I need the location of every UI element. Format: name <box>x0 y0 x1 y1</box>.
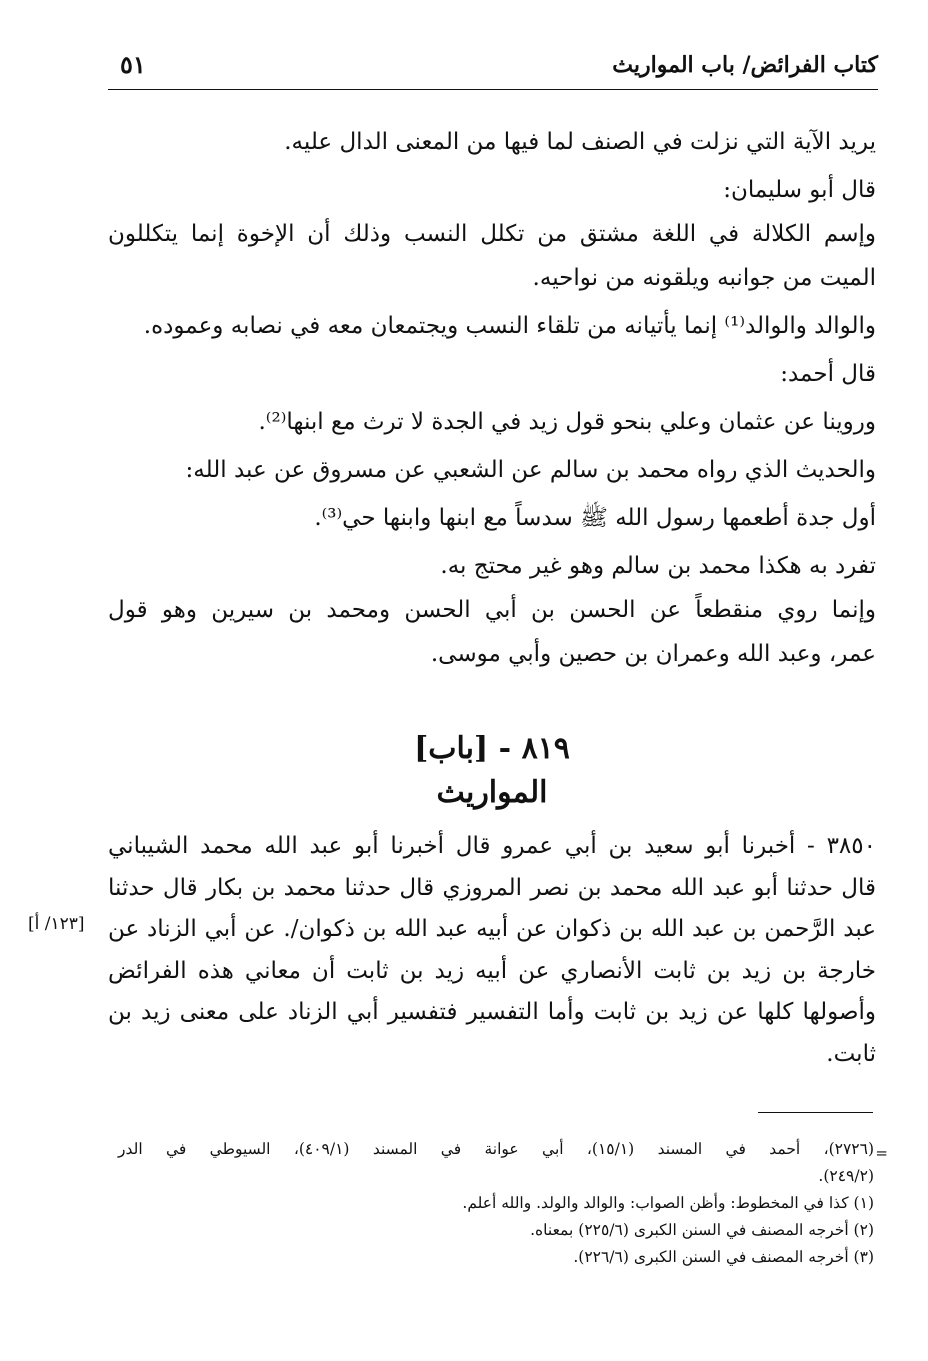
footnote-line: (٢٧٢٦)، أحمد في المسند (١٥/١)، أبي عوانة في المسند (٤٠٩/١)، السيوطي في الدر <box>118 1140 874 1158</box>
text-line: ثابت. <box>826 1040 876 1067</box>
text-line: عمر، وعبد الله وعمران بن حصين وأبي موسى. <box>430 641 876 667</box>
page-number: ٥١ <box>120 50 146 79</box>
text-line: تفرد به هكذا محمد بن سالم وهو غير محتج به. <box>440 553 876 579</box>
text-line: والحديث الذي رواه محمد بن سالم عن الشعبي عن مسروق عن عبد الله: <box>185 457 876 483</box>
text-line: قال أبو سليمان: <box>723 177 876 203</box>
header-rule <box>108 89 878 90</box>
text-line: قال أحمد: <box>780 361 876 387</box>
text-line: والوالد والوالد⁽¹⁾ إنما يأتيانه من تلقاء النسب ويجتمعان معه في نصابه وعموده. <box>143 313 876 339</box>
footnote-line: (١) كذا في المخطوط: وأظن الصواب: والوالد والولد. والله أعلم. <box>462 1194 874 1212</box>
chapter-heading <box>108 728 876 816</box>
text-line: خارجة بن زيد بن ثابت الأنصاري عن أبيه زيد بن ثابت أن معاني هذه الفرائض <box>108 957 876 984</box>
footnote-line: (٢) أخرجه المصنف في السنن الكبرى (٢٢٥/٦) بمعناه. <box>530 1221 874 1239</box>
running-header <box>108 46 878 90</box>
footnotes <box>118 1136 888 1271</box>
footnote-line: (٢٤٩/٢). <box>818 1167 874 1185</box>
text-line: ٣٨٥٠ - أخبرنا أبو سعيد بن أبي عمرو قال أخبرنا أبو عبد الله محمد الشيباني <box>108 833 876 859</box>
text-line: قال حدثنا أبو عبد الله محمد بن نصر المروزي قال حدثنا محمد بن بكار قال حدثنا <box>108 874 876 901</box>
text-line: الميت من جوانبه ويلقونه من نواحيه. <box>532 265 876 291</box>
manuscript-folio-note: [١٢٣/ أ] <box>28 914 85 934</box>
footnote-separator <box>758 1112 873 1113</box>
header-title: كتاب الفرائض/ باب المواريث <box>612 52 878 78</box>
hadith-text <box>108 826 876 1075</box>
footnote-line: (٣) أخرجه المصنف في السنن الكبرى (٢٢٦/٦). <box>573 1248 874 1266</box>
text-line: وإنما روي منقطعاً عن الحسن بن أبي الحسن ومحمد بن سيرين وهو قول <box>108 597 876 623</box>
text-line: وإسم الكلالة في اللغة مشتق من تكلل النسب وذلك أن الإخوة إنما يتكللون <box>108 221 876 247</box>
main-text <box>108 118 876 678</box>
text-line: وأصولها كلها عن زيد بن ثابت وأما التفسير فتفسير أبي الزناد على معنى زيد بن <box>108 999 876 1025</box>
text-line: أول جدة أطعمها رسول الله ﷺ سدساً مع ابنها وابنها حي⁽³⁾. <box>314 505 876 531</box>
text-line: يريد الآية التي نزلت في الصنف لما فيها من المعنى الدال عليه. <box>284 129 876 155</box>
text-line: وروينا عن عثمان وعلي بنحو قول زيد في الجدة لا ترث مع ابنها⁽²⁾. <box>258 409 876 435</box>
footnote-continuation-mark: = <box>875 1144 888 1162</box>
chapter-subtitle: المواريث <box>436 775 548 810</box>
chapter-number-title: ٨١٩ - [باب] <box>414 731 570 766</box>
text-line: عبد الرَّحمن بن عبد الله بن ذكوان عن أبيه عبد الله بن ذكوان/. عن أبي الزناد عن <box>108 916 876 942</box>
